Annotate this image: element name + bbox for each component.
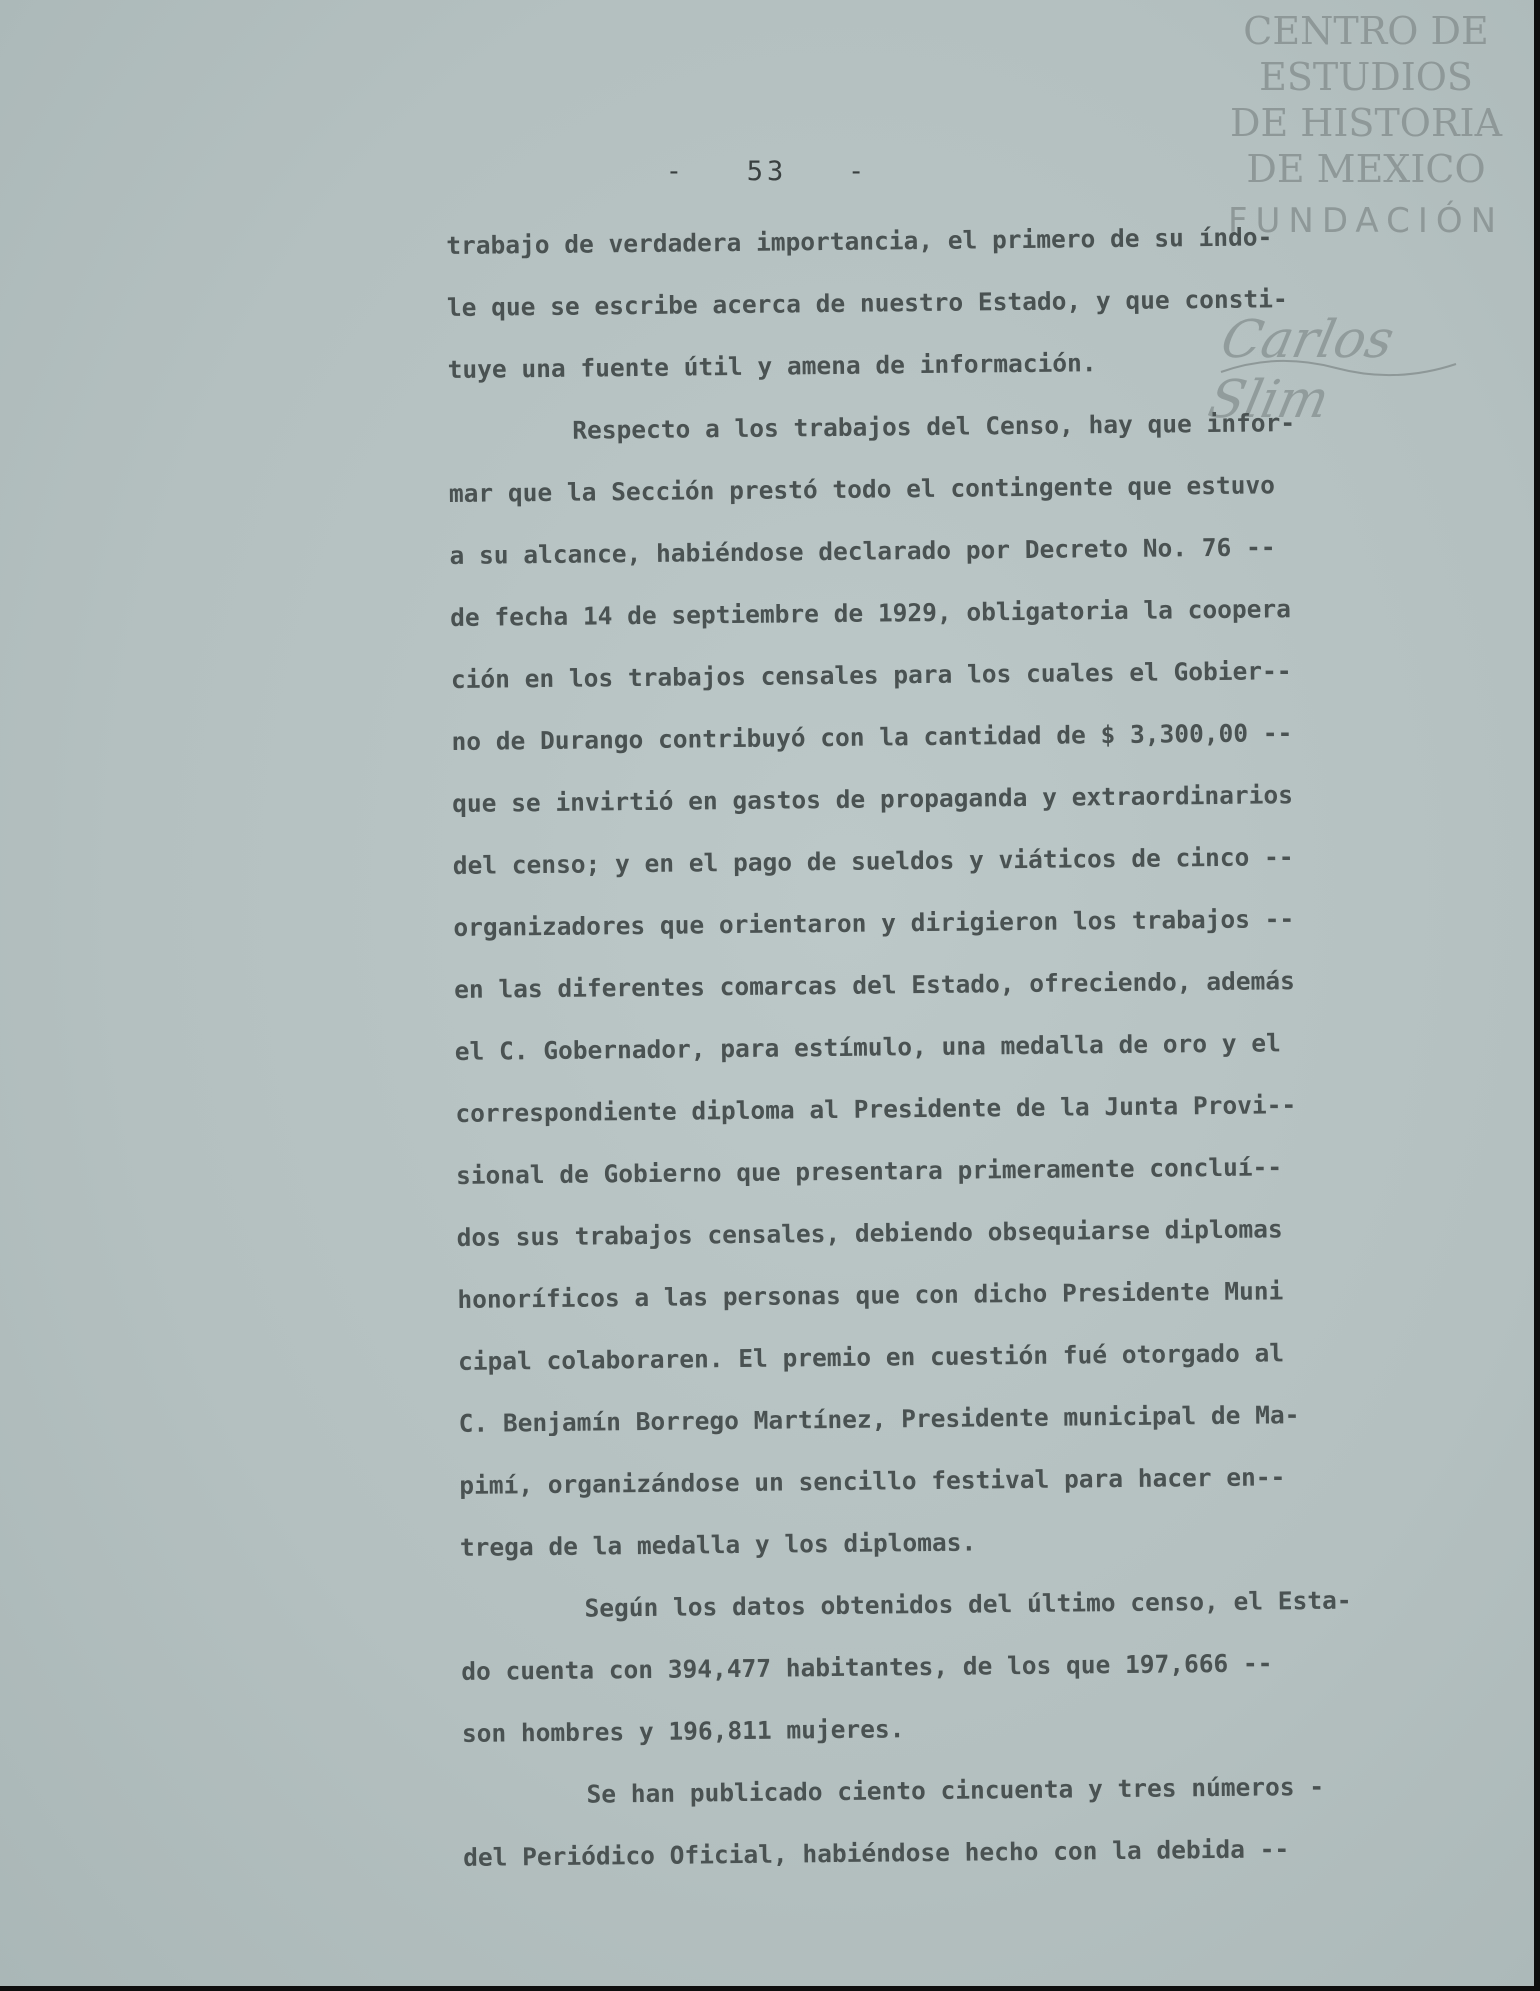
text-line: Según los datos obtenidos del último censo, el Esta- (584, 1585, 1352, 1623)
typewritten-body (446, 204, 1523, 1889)
watermark-line: DE MEXICO (1246, 147, 1486, 191)
watermark-line: CENTRO DE (1243, 9, 1489, 53)
text-line: de fecha 14 de septiembre de 1929, obligatoria la coopera (450, 594, 1292, 632)
text-line: C. Benjamín Borrego Martínez, Presidente municipal de Ma- (458, 1400, 1300, 1438)
text-line: dos sus trabajos censales, debiendo obsequiarse diplomas (456, 1214, 1283, 1252)
text-line: no de Durango contribuyó con la cantidad de $ 3,300,00 -- (451, 718, 1293, 756)
text-line: le que se escribe acerca de nuestro Estado, y que consti- (446, 284, 1288, 322)
text-line: trabajo de verdadera importancia, el primero de su índo- (446, 222, 1273, 260)
text-line: honoríficos a las personas que con dicho Presidente Muni (457, 1276, 1284, 1314)
text-line: del censo; y en el pago de sueldos y viáticos de cinco -- (452, 842, 1294, 880)
text-line: pimí, organizándose un sencillo festival para hacer en-- (459, 1462, 1286, 1500)
text-line: Respecto a los trabajos del Censo, hay que infor- (572, 408, 1296, 445)
watermark-line: ESTUDIOS (1259, 55, 1473, 99)
text-line: Se han publicado ciento cincuenta y tres números - (586, 1771, 1325, 1809)
page-number (0, 156, 1534, 187)
text-line: tuye una fuente útil y amena de información. (447, 348, 1097, 384)
text-line: el C. Gobernador, para estímulo, una medalla de oro y el (454, 1028, 1281, 1066)
text-line: do cuenta con 394,477 habitantes, de los que 197,666 -- (461, 1648, 1273, 1686)
text-line: son hombres y 196,811 mujeres. (461, 1714, 905, 1748)
page-number-value: 53 (746, 156, 788, 187)
signature-text: Carlos Slim (1203, 310, 1400, 430)
watermark-line: DE HISTORIA (1229, 101, 1503, 145)
text-line: mar que la Sección prestó todo el contingente que estuvo (448, 470, 1276, 508)
text-line: del Periódico Oficial, habiéndose hecho con la debida -- (463, 1834, 1290, 1872)
text-line: cipal colaboraren. El premio en cuestión fué otorgado al (457, 1338, 1285, 1376)
text-line: correspondiente diploma al Presidente de la Junta Provi-- (455, 1090, 1297, 1128)
text-line: a su alcance, habiéndose declarado por Decreto No. 76 -- (449, 532, 1276, 570)
text-line: ción en los trabajos censales para los cuales el Gobier-- (450, 656, 1292, 694)
text-line: en las diferentes comarcas del Estado, ofreciendo, además (453, 966, 1295, 1004)
page-number-dash-right: - (787, 156, 869, 187)
watermark-foundation: FUNDACIÓN (1227, 201, 1505, 241)
text-line: sional de Gobierno que presentara primeramente concluí-- (455, 1152, 1283, 1190)
text-line: trega de la medalla y los diplomas. (459, 1527, 977, 1562)
page-number-dash-left: - (665, 156, 747, 187)
text-line: que se invirtió en gastos de propaganda y extraordinarios (452, 780, 1294, 818)
text-line: organizadores que orientaron y dirigieron los trabajos -- (453, 904, 1295, 942)
